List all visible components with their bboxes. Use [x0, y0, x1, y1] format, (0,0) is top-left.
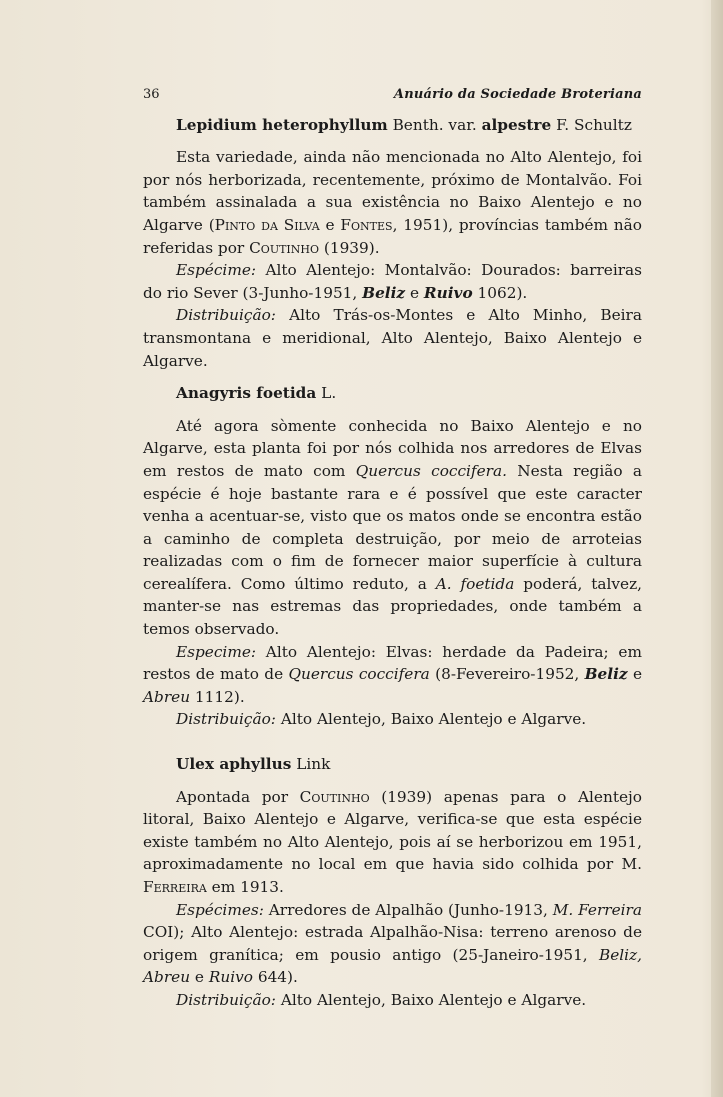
species-description: Apontada por Coutinho (1939) apenas para o Alentejo litoral, Baixo Alentejo e Algarve, verifica-se que esta espécie existe também no Alto Alentejo, pois aí se herborizou em 1951, aproximadamente no local em que havia sido colhida por M. Ferreira em 1913. — [143, 787, 642, 896]
species-heading — [143, 114, 642, 137]
distribution-record: Distribuição: Alto Trás-os-Montes e Alto Minho, Beira transmontana e meridional, Alto Alentejo, Baixo Alentejo e Algarve. — [143, 306, 642, 370]
species-description: Até agora sòmente conhecida no Baixo Alentejo e no Algarve, esta planta foi por nós colhida nos arredores de Elvas em restos de mato com Quercus coccifera. Nesta região a espécie é hoje bastante rara e é possível que este caracter venha a acentuar-se, visto que os matos onde se encontra estão a caminho de completa destruição, por meio de arroteias realizadas com o fim de fornecer maior superfície à cultura cerealífera. Como último reduto, a A. foetida poderá, talvez, manter-se nas estremas das propriedades, onde também a temos observado. — [143, 416, 643, 639]
distribution-record: Distribuição: Alto Alentejo, Baixo Alentejo e Algarve. — [176, 710, 587, 729]
page-binding-edge — [711, 0, 723, 1097]
specimen-record: Espécimes: Arredores de Alpalhão (Junho-1913, M. Ferreira COI); Alto Alentejo: estrada Alpalhão-Nisa: terreno arenoso de origem granítica; em pousio antigo (25-Janeiro-1951, Beliz, Abreu e Ruivo 644). — [143, 900, 642, 987]
species-author: Link — [296, 755, 331, 774]
species-name: Anagyris foetida — [176, 384, 317, 403]
variety-name: alpestre — [481, 115, 552, 134]
running-title: Anuário da Sociedade Broteriana — [393, 87, 642, 102]
species-name: Ulex aphyllus — [176, 755, 292, 774]
distribution-record: Distribuição: Alto Alentejo, Baixo Alentejo e Algarve. — [176, 990, 587, 1009]
running-header — [143, 84, 642, 107]
species-name: Lepidium heterophyllum — [176, 115, 388, 134]
specimen-record: Espécime: Alto Alentejo: Montalvão: Dourados: barreiras do rio Sever (3-Junho-1951, Beliz e Ruivo 1062). — [143, 261, 642, 302]
variety-author: F. Schultz — [556, 115, 632, 134]
species-heading — [143, 753, 642, 776]
page-number: 36 — [143, 87, 160, 102]
species-description: Esta variedade, ainda não mencionada no Alto Alentejo, foi por nós herborizada, recentemente, próximo de Montalvão. Foi também assinalada a sua existência no Baixo Alentejo e no Algarve (Pinto da Silva e Fontes, 1951), províncias também não referidas por Coutinho (1939). — [143, 148, 642, 257]
species-heading — [143, 382, 642, 405]
page-content — [143, 84, 642, 1012]
species-author: L. — [321, 384, 337, 403]
species-author: Benth. var. — [392, 115, 477, 134]
specimen-record: Especime: Alto Alentejo: Elvas: herdade da Padeira; em restos de mato de Quercus coccifera (8-Fevereiro-1952, Beliz e Abreu 1112). — [143, 642, 643, 706]
